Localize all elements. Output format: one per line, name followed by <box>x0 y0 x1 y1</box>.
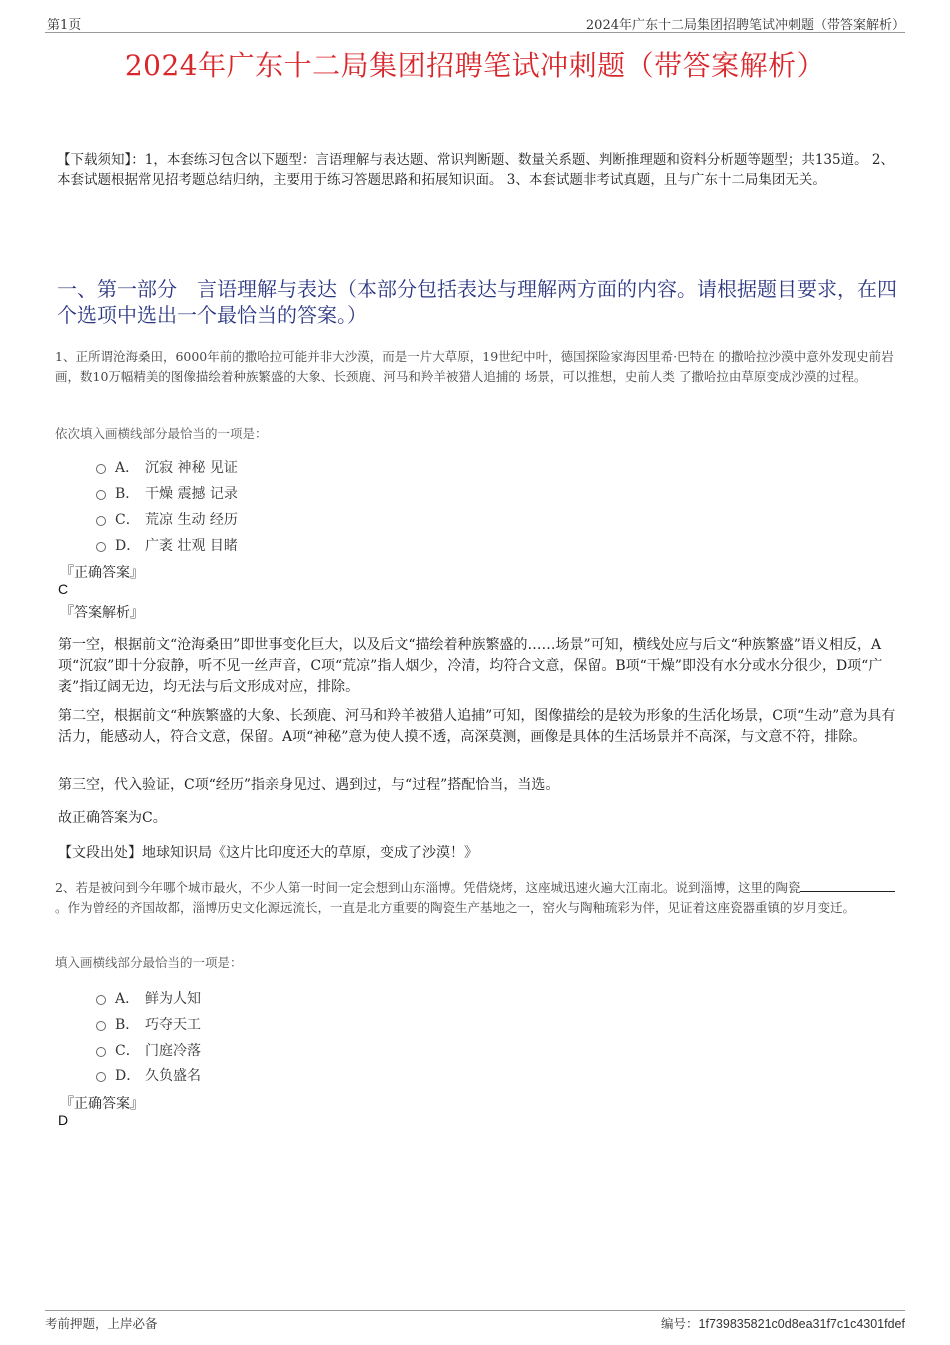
option-text: 荒凉 生动 经历 <box>145 512 238 528</box>
radio-icon[interactable] <box>96 464 106 474</box>
option-text: 广袤 壮观 目睹 <box>145 538 238 554</box>
option-letter: A． <box>115 460 140 476</box>
question-1-text: 1、正所谓沧海桑田，6000年前的撒哈拉可能并非大沙漠，而是一片大草原，19世纪中叶，德国探险家海因里希·巴特在 的撒哈拉沙漠中意外发现史前岩画，数10万幅精美的图像描绘着种族繁盛的大象、长颈鹿、河马和羚羊被猎人追捕的 场景，可以推想，史前人类 了撒哈拉由草原变成沙漠的过程。 <box>55 349 894 384</box>
option-text: 鲜为人知 <box>145 991 201 1007</box>
q1-analysis-paragraph-2: 第二空，根据前文“种族繁盛的大象、长颈鹿、河马和羚羊被猎人追捕”可知，图像描绘的是较为形象的生活化场景，C项“生动”意为具有活力，能感动人，符合文意，保留。A项“神秘”意为使人摸不透，高深莫测，画像是具体的生活场景并不高深，与文意不符，排除。 <box>58 708 896 745</box>
q1-option-b[interactable] <box>96 483 238 503</box>
q1-option-c[interactable] <box>96 509 238 529</box>
document-code-label: 编号： <box>661 1316 699 1331</box>
radio-icon[interactable] <box>96 516 106 526</box>
fill-blank <box>800 879 895 892</box>
document-code-value: 1f739835821c0d8ea31f7c1c4301fdef <box>698 1317 905 1331</box>
option-letter: C． <box>115 512 140 528</box>
option-text: 久负盛名 <box>145 1068 201 1084</box>
q2-option-d[interactable] <box>96 1065 201 1085</box>
radio-icon[interactable] <box>96 995 106 1005</box>
page-number: 第1页 <box>47 18 82 33</box>
radio-icon[interactable] <box>96 542 106 552</box>
running-header-title: 2024年广东十二局集团招聘笔试冲刺题（带答案解析） <box>585 18 905 33</box>
q1-analysis-conclusion: 故正确答案为C。 <box>58 810 167 826</box>
q2-option-c[interactable] <box>96 1040 201 1060</box>
option-text: 门庭冷落 <box>145 1043 201 1059</box>
question-2-text-after: 。作为曾经的齐国故都，淄博历史文化源远流长，一直是北方重要的陶瓷生产基地之一，窑火与陶釉琉彩为伴，见证着这座瓷器重镇的岁月变迁。 <box>55 900 856 915</box>
footer-divider <box>45 1310 905 1311</box>
q1-option-d[interactable] <box>96 535 238 555</box>
option-text: 干燥 震撼 记录 <box>145 486 238 502</box>
q2-answer: D <box>58 1112 69 1128</box>
option-letter: C． <box>115 1043 140 1059</box>
q1-answer-label: 『正确答案』 <box>60 565 144 581</box>
question-2-text <box>55 878 903 918</box>
footer-slogan: 考前押题，上岸必备 <box>45 1316 158 1331</box>
q1-analysis-label: 『答案解析』 <box>60 605 144 621</box>
q2-option-b[interactable] <box>96 1014 201 1034</box>
q1-option-a[interactable] <box>96 457 238 477</box>
q1-analysis-paragraph-1: 第一空，根据前文“沧海桑田”即世事变化巨大，以及后文“描绘着种族繁盛的……场景”可知，横线处应与后文“种族繁盛”语义相反，A项“沉寂”即十分寂静，听不见一丝声音，C项“荒凉”指人烟少，冷清，均符合文意，保留。B项“干燥”即没有水分或水分很少，D项“广袤”指辽阔无边，均无法与后文形成对应，排除。 <box>58 637 883 695</box>
q1-source: 【文段出处】地球知识局《这片比印度还大的草原，变成了沙漠！》 <box>58 845 478 861</box>
section-heading: 一、第一部分 言语理解与表达（本部分包括表达与理解两方面的内容。请根据题目要求，在四个选项中选出一个最恰当的答案。） <box>57 277 897 327</box>
question-2-text-before: 2、若是被问到今年哪个城市最火，不少人第一时间一定会想到山东淄博。凭借烧烤，这座城迅速火遍大江南北。说到淄博，这里的陶瓷 <box>55 880 801 895</box>
option-text: 巧夺天工 <box>145 1017 201 1033</box>
q2-option-a[interactable] <box>96 988 201 1008</box>
radio-icon[interactable] <box>96 1047 106 1057</box>
option-letter: D． <box>115 538 141 554</box>
radio-icon[interactable] <box>96 490 106 500</box>
radio-icon[interactable] <box>96 1021 106 1031</box>
option-letter: B． <box>115 486 140 502</box>
download-notice: 【下载须知】：1，本套练习包含以下题型：言语理解与表达题、常识判断题、数量关系题、判断推理题和资料分析题等题型；共135道。 2、本套试题根据常见招考题总结归纳，主要用于练习答题思路和拓展知识面。 3、本套试题非考试真题，且与广东十二局集团无关。 <box>57 152 894 188</box>
header-divider <box>45 32 905 33</box>
option-letter: D． <box>115 1068 141 1084</box>
document-code <box>661 1314 905 1332</box>
document-title: 2024年广东十二局集团招聘笔试冲刺题（带答案解析） <box>124 49 826 82</box>
radio-icon[interactable] <box>96 1072 106 1082</box>
option-letter: A． <box>115 991 140 1007</box>
option-text: 沉寂 神秘 见证 <box>145 460 238 476</box>
q1-analysis-paragraph-3: 第三空，代入验证，C项“经历”指亲身见过、遇到过，与“过程”搭配恰当，当选。 <box>58 777 560 793</box>
q2-answer-label: 『正确答案』 <box>60 1096 144 1112</box>
option-letter: B． <box>115 1017 140 1033</box>
q1-answer: C <box>58 581 69 597</box>
question-1-prompt: 依次填入画横线部分最恰当的一项是： <box>55 426 268 441</box>
question-2-prompt: 填入画横线部分最恰当的一项是： <box>55 955 243 970</box>
